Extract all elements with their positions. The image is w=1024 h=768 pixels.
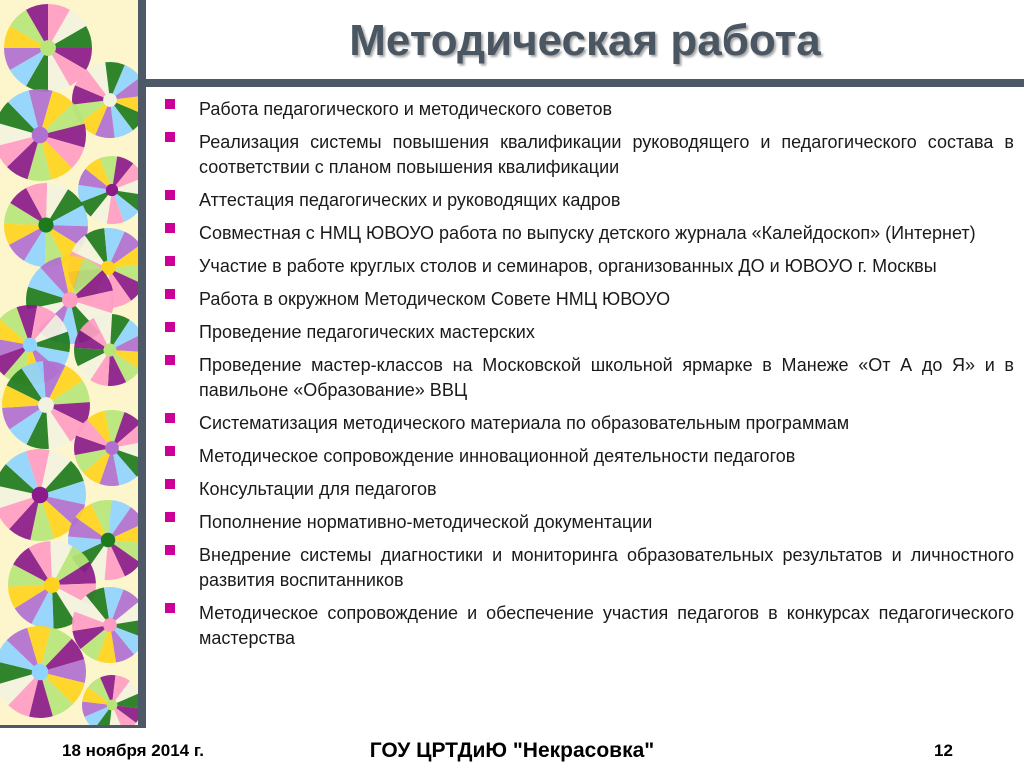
list-item [160, 477, 1014, 502]
list-item-text: Методическое сопровождение инновационной деятельности педагогов [199, 446, 796, 466]
ornament-center [32, 127, 49, 144]
list-item-text: Консультации для педагогов [199, 479, 437, 499]
list-item-text: Аттестация педагогических и руководящих кадров [199, 190, 621, 210]
bullet-square-icon [165, 99, 175, 109]
slide-title: Методическая работа [349, 16, 821, 65]
list-item-text: Работа в окружном Методическом Совете НМЦ ЮВОУО [199, 289, 671, 309]
list-item-text: Работа педагогического и методического советов [199, 99, 613, 119]
ornament-center [62, 292, 78, 308]
kaleidoscope-ornament-graphic [0, 0, 138, 725]
bullet-square-icon [165, 603, 175, 613]
title-divider [146, 79, 1024, 87]
list-item [160, 188, 1014, 213]
bullet-square-icon [165, 322, 175, 332]
ornament-center [105, 441, 119, 455]
ornament-center [107, 700, 118, 711]
bullet-square-icon [165, 132, 175, 142]
list-item-text: Внедрение системы диагностики и мониторинга образовательных результатов и личностного развития воспитанников [199, 545, 1014, 590]
ornament-center [32, 487, 49, 504]
list-item [160, 601, 1014, 651]
bullet-square-icon [165, 256, 175, 266]
list-item [160, 287, 1014, 312]
list-item-text: Участие в работе круглых столов и семинаров, организованных ДО и ЮВОУО г. Москвы [199, 256, 937, 276]
list-item [160, 444, 1014, 469]
bullet-square-icon [165, 446, 175, 456]
ornament-center [103, 93, 117, 107]
ornament-center [106, 184, 118, 196]
ornament-center [32, 664, 49, 681]
ornament-center [38, 217, 53, 232]
bullet-square-icon [165, 545, 175, 555]
list-item-text: Совместная с НМЦ ЮВОУО работа по выпуску детского журнала «Калейдоскоп» (Интернет) [199, 223, 976, 243]
bullet-square-icon [165, 289, 175, 299]
list-item [160, 353, 1014, 403]
footer-date: 18 ноября 2014 г. [62, 741, 204, 760]
list-item [160, 411, 1014, 436]
ornament-center [38, 397, 54, 413]
bullet-square-icon [165, 355, 175, 365]
list-item-text: Пополнение нормативно-методической документации [199, 512, 653, 532]
list-item [160, 97, 1014, 122]
list-item [160, 543, 1014, 593]
list-item-text: Проведение мастер-классов на Московской школьной ярмарке в Манеже «От А до Я» и в павильоне «Образование» ВВЦ [199, 355, 1014, 400]
ornament-center [40, 40, 56, 56]
bullet-list [160, 97, 1014, 659]
bullet-square-icon [165, 413, 175, 423]
bullet-square-icon [165, 190, 175, 200]
ornament-center [103, 618, 117, 632]
list-item [160, 320, 1014, 345]
bullet-square-icon [165, 512, 175, 522]
list-item [160, 510, 1014, 535]
list-item-text: Реализация системы повышения квалификации руководящего и педагогического состава в соответствии с планом повышения квалификации [199, 132, 1014, 177]
ornament-center [104, 344, 117, 357]
bullet-square-icon [165, 223, 175, 233]
vertical-divider [138, 0, 146, 728]
ornament-center [44, 577, 60, 593]
list-item [160, 221, 1014, 246]
list-item-text: Проведение педагогических мастерских [199, 322, 535, 342]
list-item-text: Систематизация методического материала по образовательным программам [199, 413, 850, 433]
ornament-center [23, 338, 37, 352]
footer-divider [0, 725, 146, 728]
ornament-center [101, 533, 115, 547]
list-item [160, 254, 1014, 279]
list-item [160, 130, 1014, 180]
bullet-square-icon [165, 479, 175, 489]
page-number: 12 [934, 741, 953, 760]
footer-organization: ГОУ ЦРТДиЮ "Некрасовка" [369, 739, 655, 762]
kaleidoscope-ornament [0, 0, 138, 725]
list-item-text: Методическое сопровождение и обеспечение участия педагогов в конкурсах педагогического мастерства [199, 603, 1014, 648]
